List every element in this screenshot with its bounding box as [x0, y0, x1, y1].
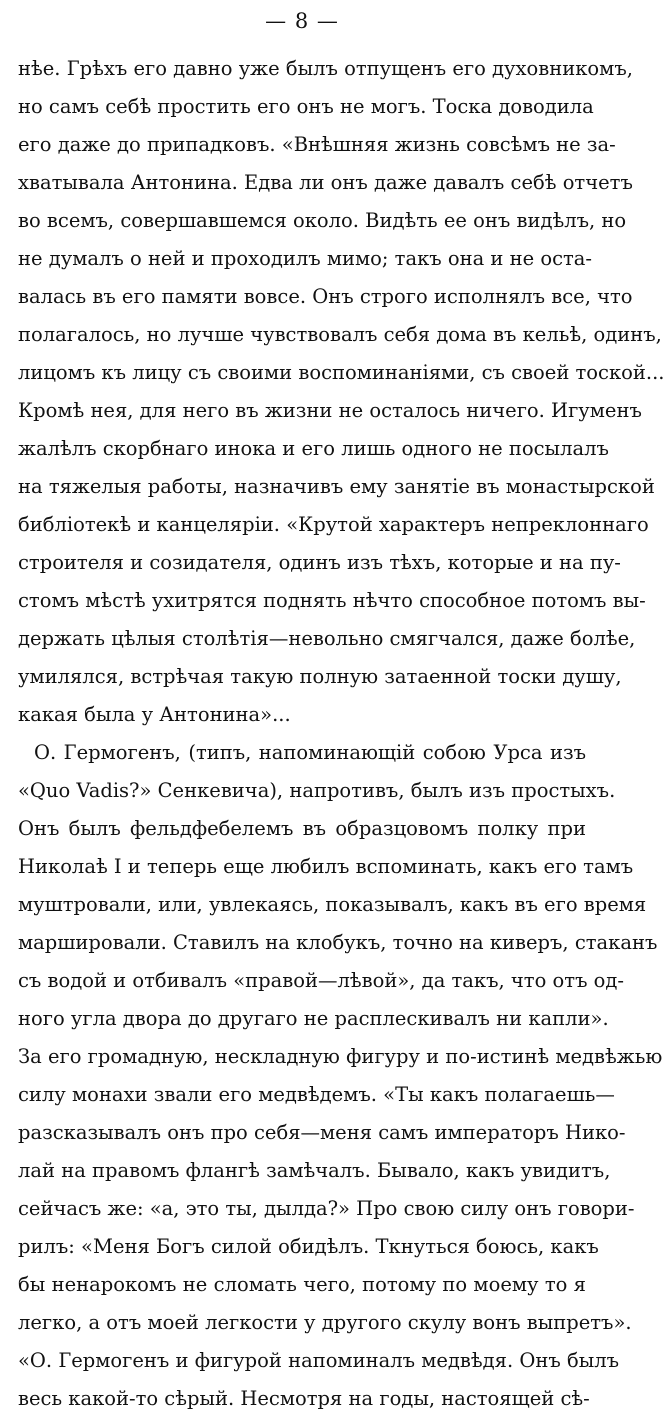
text-line: муштровали, или, увлекаясь, показывалъ, какъ въ его время: [18, 893, 647, 916]
paragraph-start-line: О. Гермогенъ, (типъ, напоминающій собою Урса изъ: [34, 741, 586, 764]
text-line: весь какой-то сѣрый. Несмотря на годы, настоящей сѣ-: [18, 1387, 590, 1410]
text-line: строителя и созидателя, одинъ изъ тѣхъ, которые и на пу-: [18, 551, 621, 574]
text-line: но самъ себѣ простить его онъ не могъ. Тоска доводила: [18, 95, 594, 118]
text-line: легко, а отъ моей легкости у другого скулу вонъ выпретъ».: [18, 1311, 632, 1334]
text-line: лай на правомъ флангѣ замѣчалъ. Бывало, какъ увидитъ,: [18, 1159, 611, 1182]
text-line: ного угла двора до другаго не расплескивалъ ни капли».: [18, 1007, 609, 1030]
text-line: нѣе. Грѣхъ его давно уже былъ отпущенъ его духовникомъ,: [18, 57, 633, 80]
page-number: — 8 —: [265, 9, 339, 33]
text-line: Николаѣ I и теперь еще любилъ вспоминать, какъ его тамъ: [18, 855, 634, 878]
text-line: рилъ: «Меня Богъ силой обидѣлъ. Ткнуться боюсь, какъ: [18, 1235, 599, 1258]
text-line: сейчасъ же: «а, это ты, дылда?» Про свою силу онъ говори-: [18, 1197, 635, 1220]
text-line: «Quo Vadis?» Сенкевича), напротивъ, былъ изъ простыхъ.: [18, 779, 616, 802]
text-line: во всемъ, совершавшемся около. Видѣть ее онъ видѣлъ, но: [18, 209, 627, 232]
text-line: держать цѣлыя столѣтія—невольно смягчался, даже болѣе,: [18, 627, 636, 650]
text-line: хватывала Антонина. Едва ли онъ даже давалъ себѣ отчетъ: [18, 171, 633, 194]
text-line: бы ненарокомъ не сломать чего, потому по моему то я: [18, 1273, 586, 1296]
text-line: его даже до припадковъ. «Внѣшняя жизнь совсѣмъ не за-: [18, 133, 616, 156]
text-line: стомъ мѣстѣ ухитрятся поднять нѣчто способное потомъ вы-: [18, 589, 646, 612]
text-line: разсказывалъ онъ про себя—меня самъ императоръ Нико-: [18, 1121, 626, 1144]
text-line: «О. Гермогенъ и фигурой напоминалъ медвѣдя. Онъ былъ: [18, 1349, 620, 1372]
text-line: лицомъ къ лицу съ своими воспоминаніями, съ своей тоской...: [18, 361, 664, 384]
text-line: За его громадную, нескладную фигуру и по-истинѣ медвѣжью: [18, 1045, 663, 1068]
text-line: на тяжелыя работы, назначивъ ему занятіе въ монастырской: [18, 475, 655, 498]
text-line: съ водой и отбивалъ «правой—лѣвой», да такъ, что отъ од-: [18, 969, 625, 992]
text-line: не думалъ о ней и проходилъ мимо; такъ она и не оста-: [18, 247, 593, 270]
text-line: маршировали. Ставилъ на клобукъ, точно на киверъ, стаканъ: [18, 931, 658, 954]
text-line: библіотекѣ и канцеляріи. «Крутой характеръ непреклоннаго: [18, 513, 649, 536]
paragraph-end-line: какая была у Антонина»...: [18, 703, 291, 726]
text-line: Онъ былъ фельдфебелемъ въ образцовомъ полку при: [18, 817, 586, 840]
body-text: [18, 50, 664, 1418]
text-line: умилялся, встрѣчая такую полную затаенной тоски душу,: [18, 665, 622, 688]
text-line: валась въ его памяти вовсе. Онъ строго исполнялъ все, что: [18, 285, 633, 308]
text-line: жалѣлъ скорбнаго инока и его лишь одного не посылалъ: [18, 437, 609, 460]
text-line: Кромѣ нея, для него въ жизни не осталось ничего. Игуменъ: [18, 399, 642, 422]
text-line: силу монахи звали его медвѣдемъ. «Ты какъ полагаешь—: [18, 1083, 615, 1106]
text-line: полагалось, но лучше чувствовалъ себя дома въ кельѣ, одинъ,: [18, 323, 662, 346]
